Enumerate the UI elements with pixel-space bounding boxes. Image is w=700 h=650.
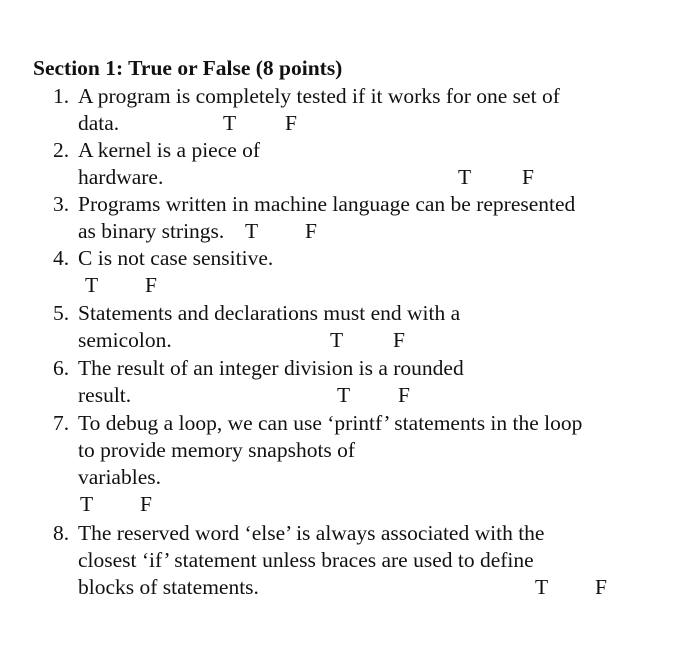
question-number: 5.: [53, 301, 70, 325]
question-text-line: hardware.: [78, 165, 164, 189]
question-text-line: blocks of statements.: [78, 575, 259, 599]
question-text-line: Programs written in machine language can be represented: [78, 192, 576, 216]
true-option[interactable]: T: [223, 111, 237, 135]
true-option[interactable]: T: [245, 219, 259, 243]
question-text-line: closest ‘if’ statement unless braces are used to define: [78, 548, 534, 572]
question-number: 1.: [53, 84, 70, 108]
question-text-line: Statements and declarations must end with a: [78, 301, 461, 325]
question-text-line: as binary strings.: [78, 219, 225, 243]
question-text-line: result.: [78, 383, 132, 407]
question-number: 3.: [53, 192, 70, 216]
false-option[interactable]: F: [305, 219, 317, 243]
question-number: 2.: [53, 138, 70, 162]
question-text-line: A kernel is a piece of: [78, 138, 261, 162]
true-option[interactable]: T: [85, 273, 99, 297]
question-text-line: semicolon.: [78, 328, 172, 352]
false-option[interactable]: F: [285, 111, 297, 135]
true-option[interactable]: T: [535, 575, 549, 599]
false-option[interactable]: F: [522, 165, 534, 189]
question-text-line: The result of an integer division is a rounded: [78, 356, 464, 380]
false-option[interactable]: F: [393, 328, 405, 352]
true-option[interactable]: T: [330, 328, 344, 352]
question-text-line: to provide memory snapshots of: [78, 438, 356, 462]
question-number: 6.: [53, 356, 70, 380]
false-option[interactable]: F: [140, 492, 152, 516]
question-text-line: To debug a loop, we can use ‘printf’ statements in the loop: [78, 411, 583, 435]
question-text-line: C is not case sensitive.: [78, 246, 274, 270]
section-title: Section 1: True or False (8 points): [33, 56, 343, 80]
question-number: 8.: [53, 521, 70, 545]
false-option[interactable]: F: [595, 575, 607, 599]
question-text-line: The reserved word ‘else’ is always associated with the: [78, 521, 545, 545]
question-number: 7.: [53, 411, 70, 435]
false-option[interactable]: F: [398, 383, 410, 407]
question-text-line: A program is completely tested if it works for one set of: [78, 84, 560, 108]
true-option[interactable]: T: [458, 165, 472, 189]
question-text-line: variables.: [78, 465, 161, 489]
false-option[interactable]: F: [145, 273, 157, 297]
question-text-line: data.: [78, 111, 120, 135]
question-number: 4.: [53, 246, 70, 270]
true-option[interactable]: T: [337, 383, 351, 407]
true-option[interactable]: T: [80, 492, 94, 516]
